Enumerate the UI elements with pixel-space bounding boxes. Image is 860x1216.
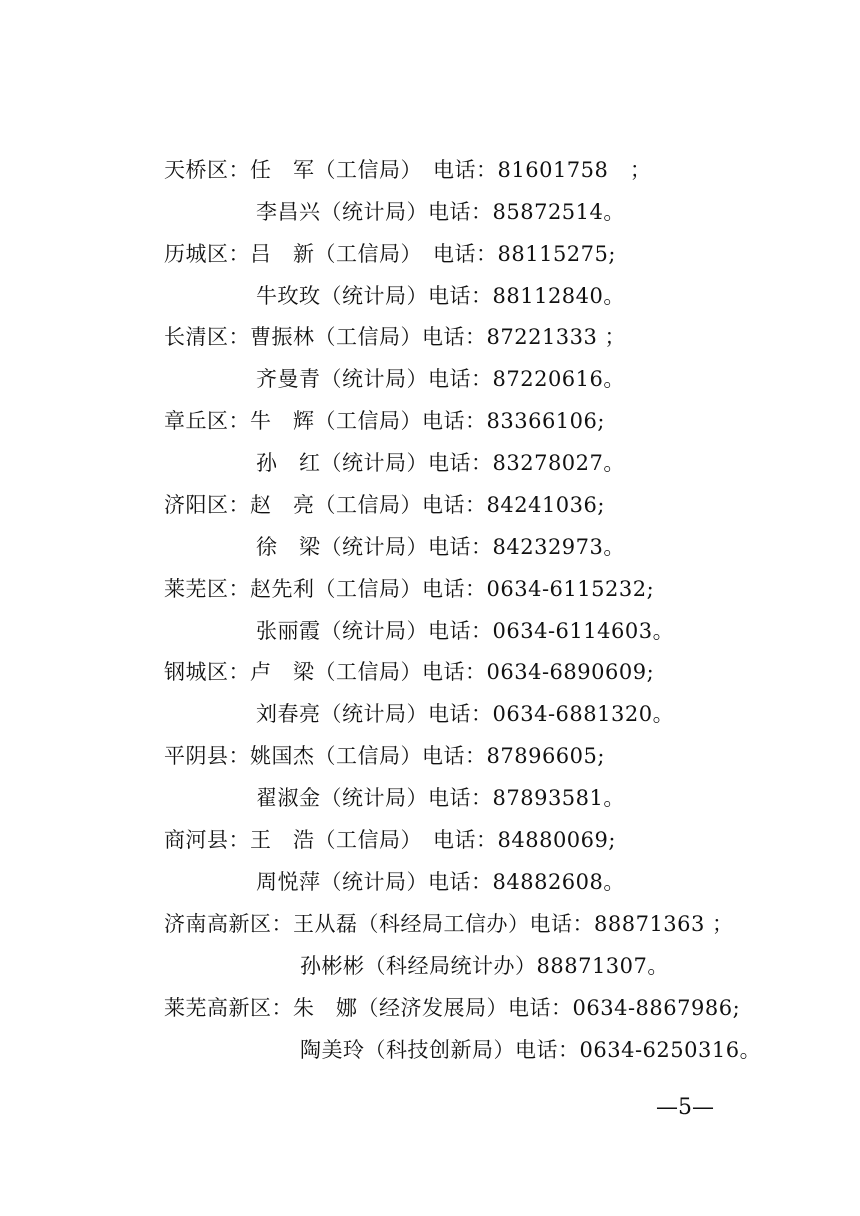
contact-line: 济南高新区：王从磊（科经局工信办）电话：88871363 ； [164, 912, 734, 936]
contact-line: 章丘区：牛 辉（工信局）电话：83366106; [164, 409, 605, 433]
contact-line: 刘春亮（统计局）电话：0634-6881320。 [256, 702, 675, 726]
contact-line: 牛玫玫（统计局）电话：88112840。 [256, 284, 625, 308]
contact-line: 李昌兴（统计局）电话：85872514。 [256, 200, 625, 224]
contact-line: 莱芜区：赵先利（工信局）电话：0634-6115232; [164, 577, 655, 601]
contact-line: 徐 梁（统计局）电话：84232973。 [256, 535, 625, 559]
contact-line: 齐曼青（统计局）电话：87220616。 [256, 367, 625, 391]
contact-line: 孙 红（统计局）电话：83278027。 [256, 451, 625, 475]
contact-line: 平阴县：姚国杰（工信局）电话：87896605; [164, 744, 605, 768]
contact-line: 陶美玲（科技创新局）电话：0634-6250316。 [300, 1038, 762, 1062]
contact-line: 翟淑金（统计局）电话：87893581。 [256, 786, 625, 810]
contact-line: 天桥区：任 军（工信局） 电话：81601758 ； [164, 158, 652, 182]
contact-line: 钢城区：卢 梁（工信局）电话：0634-6890609; [164, 660, 655, 684]
contact-line: 张丽霞（统计局）电话：0634-6114603。 [256, 619, 675, 643]
contact-line: 孙彬彬（科经局统计办）88871307。 [300, 954, 669, 978]
contact-line: 济阳区：赵 亮（工信局）电话：84241036; [164, 493, 605, 517]
page-number: —5— [656, 1095, 714, 1120]
contact-line: 周悦萍（统计局）电话：84882608。 [256, 870, 625, 894]
contact-line: 长清区：曹振林（工信局）电话：87221333 ； [164, 325, 627, 349]
contact-line: 历城区：吕 新（工信局） 电话：88115275; [164, 242, 616, 266]
contact-line: 莱芜高新区：朱 娜（经济发展局）电话：0634-8867986; [164, 996, 741, 1020]
contact-line: 商河县：王 浩（工信局） 电话：84880069; [164, 828, 616, 852]
